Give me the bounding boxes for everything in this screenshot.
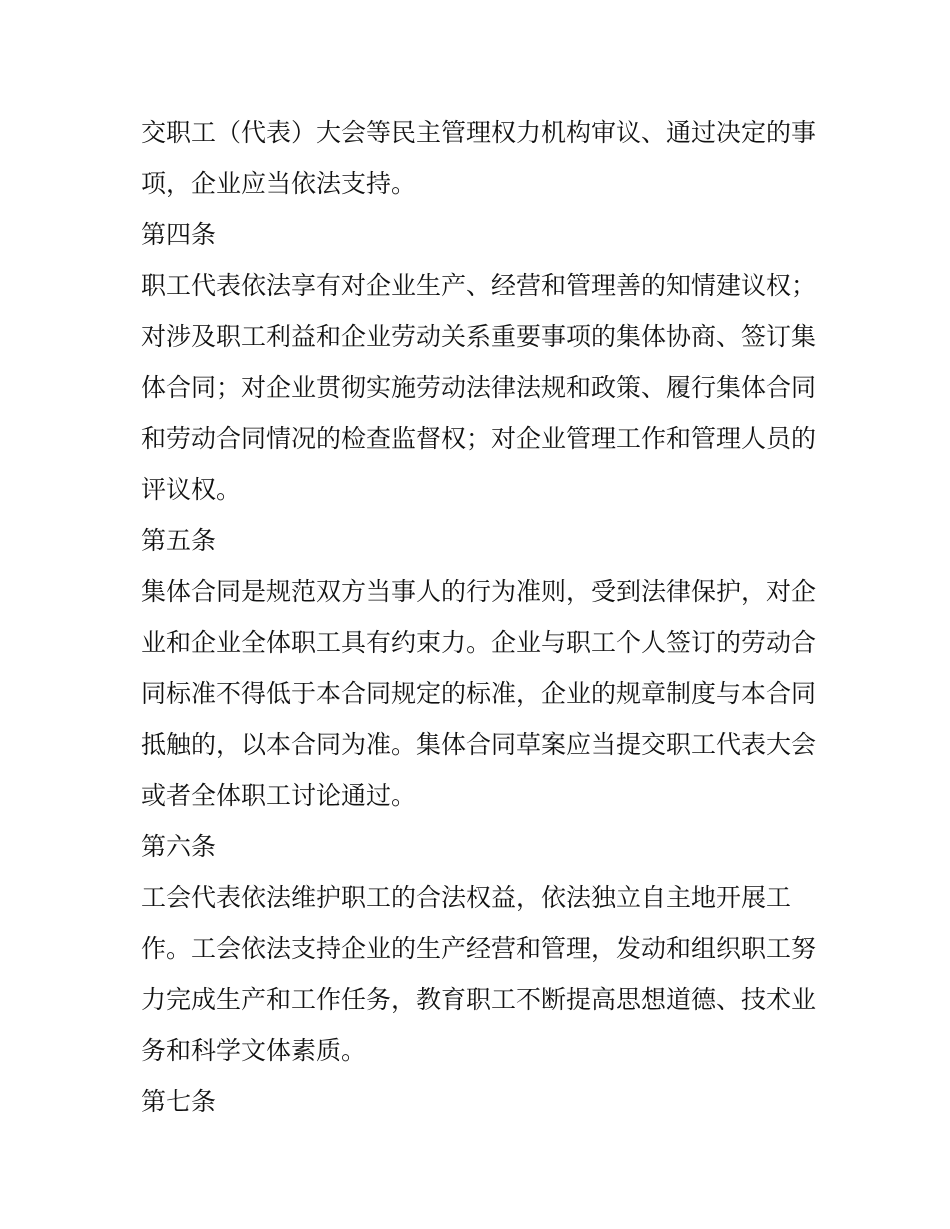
article-heading: 第七条 <box>141 1087 217 1116</box>
paragraph-line: 或者全体职工讨论通过。 <box>141 781 417 810</box>
paragraph-line: 同标准不得低于本合同规定的标准，企业的规章制度与本合同 <box>141 679 817 708</box>
paragraph-line: 抵触的，以本合同为准。集体合同草案应当提交职工代表大会 <box>141 730 817 759</box>
paragraph-line: 体合同；对企业贯彻实施劳动法律法规和政策、履行集体合同 <box>141 373 817 402</box>
article-heading: 第四条 <box>141 220 217 249</box>
paragraph-line: 对涉及职工利益和企业劳动关系重要事项的集体协商、签订集 <box>141 322 817 351</box>
paragraph-line: 集体合同是规范双方当事人的行为准则，受到法律保护，对企 <box>141 577 817 606</box>
article-heading: 第五条 <box>141 526 217 555</box>
paragraph-line: 交职工（代表）大会等民主管理权力机构审议、通过决定的事 <box>141 118 817 147</box>
paragraph-line: 工会代表依法维护职工的合法权益，依法独立自主地开展工 <box>141 883 792 912</box>
paragraph-line: 力完成生产和工作任务，教育职工不断提高思想道德、技术业 <box>141 985 817 1014</box>
paragraph-line: 评议权。 <box>141 475 242 504</box>
paragraph-line: 职工代表依法享有对企业生产、经营和管理善的知情建议权； <box>141 271 817 300</box>
paragraph-line: 项，企业应当依法支持。 <box>141 169 417 198</box>
paragraph-line: 和劳动合同情况的检查监督权；对企业管理工作和管理人员的 <box>141 424 817 453</box>
paragraph-line: 务和科学文体素质。 <box>141 1036 367 1065</box>
document-body <box>141 107 821 1127</box>
paragraph-line: 作。工会依法支持企业的生产经营和管理，发动和组织职工努 <box>141 934 817 963</box>
paragraph-line: 业和企业全体职工具有约束力。企业与职工个人签订的劳动合 <box>141 628 817 657</box>
article-heading: 第六条 <box>141 832 217 861</box>
